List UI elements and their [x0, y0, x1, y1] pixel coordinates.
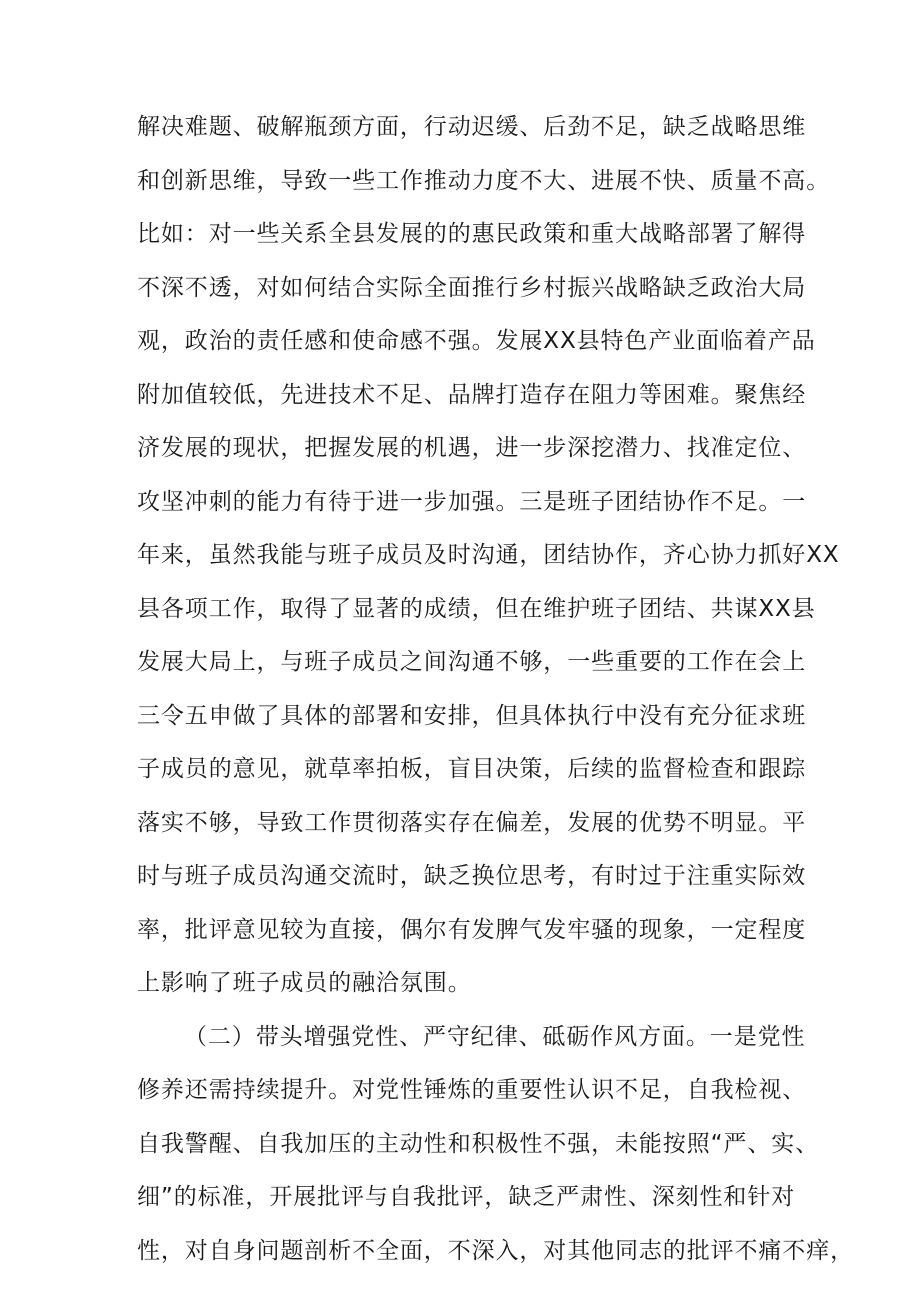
text-line: 年来，虽然我能与班子成员及时沟通，团结协作，齐心协力抓好XX: [137, 542, 840, 568]
text-line: 落实不够，导致工作贯彻落实存在偏差，发展的优势不明显。平: [137, 810, 807, 836]
text-line: 三令五申做了具体的部署和安排，但具体执行中没有充分征求班: [137, 703, 807, 729]
text-line: 比如：对一些关系全县发展的的惠民政策和重大战略部署了解得: [137, 221, 807, 247]
text-line: 济发展的现状，把握发展的机遇，进一步深挖潜力、找准定位、: [137, 435, 807, 461]
text-line: 修养还需持续提升。对党性锤炼的重要性认识不足，自我检视、: [137, 1077, 807, 1103]
text-line: 发展大局上，与班子成员之间沟通不够，一些重要的工作在会上: [137, 649, 807, 675]
text-line: 率，批评意见较为直接，偶尔有发脾气发牢骚的现象，一定程度: [137, 917, 807, 943]
text-line: 自我警醒、自我加压的主动性和积极性不强，未能按照“严、实、: [137, 1131, 820, 1157]
text-line: 细”的标准，开展批评与自我批评，缺乏严肃性、深刻性和针对: [137, 1184, 796, 1210]
text-line: 性，对自身问题剖析不全面，不深入，对其他同志的批评不痛不痒，: [137, 1238, 854, 1264]
text-line: 不深不透，对如何结合实际全面推行乡村振兴战略缺乏政治大局: [137, 275, 807, 301]
text-line: 上影响了班子成员的融洽氛围。: [137, 970, 472, 996]
text-line: 攻坚冲刺的能力有待于进一步加强。三是班子团结协作不足。一: [137, 489, 807, 515]
text-line: 县各项工作，取得了显著的成绩，但在维护班子团结、共谋XX县: [137, 596, 816, 622]
text-line: 和创新思维，导致一些工作推动力度不大、进展不快、质量不高。: [137, 168, 831, 194]
section-heading-line: （二）带头增强党性、严守纪律、砥砺作风方面。一是党性: [184, 1024, 806, 1050]
text-line: 附加值较低，先进技术不足、品牌打造存在阻力等困难。聚焦经: [137, 382, 807, 408]
text-line: 时与班子成员沟通交流时，缺乏换位思考，有时过于注重实际效: [137, 863, 807, 889]
text-line: 解决难题、破解瓶颈方面，行动迟缓、后劲不足，缺乏战略思维: [137, 114, 807, 140]
text-line: 子成员的意见，就草率拍板，盲目决策，后续的监督检查和跟踪: [137, 756, 807, 782]
text-line: 观，政治的责任感和使命感不强。发展XX县特色产业面临着产品: [137, 328, 816, 354]
